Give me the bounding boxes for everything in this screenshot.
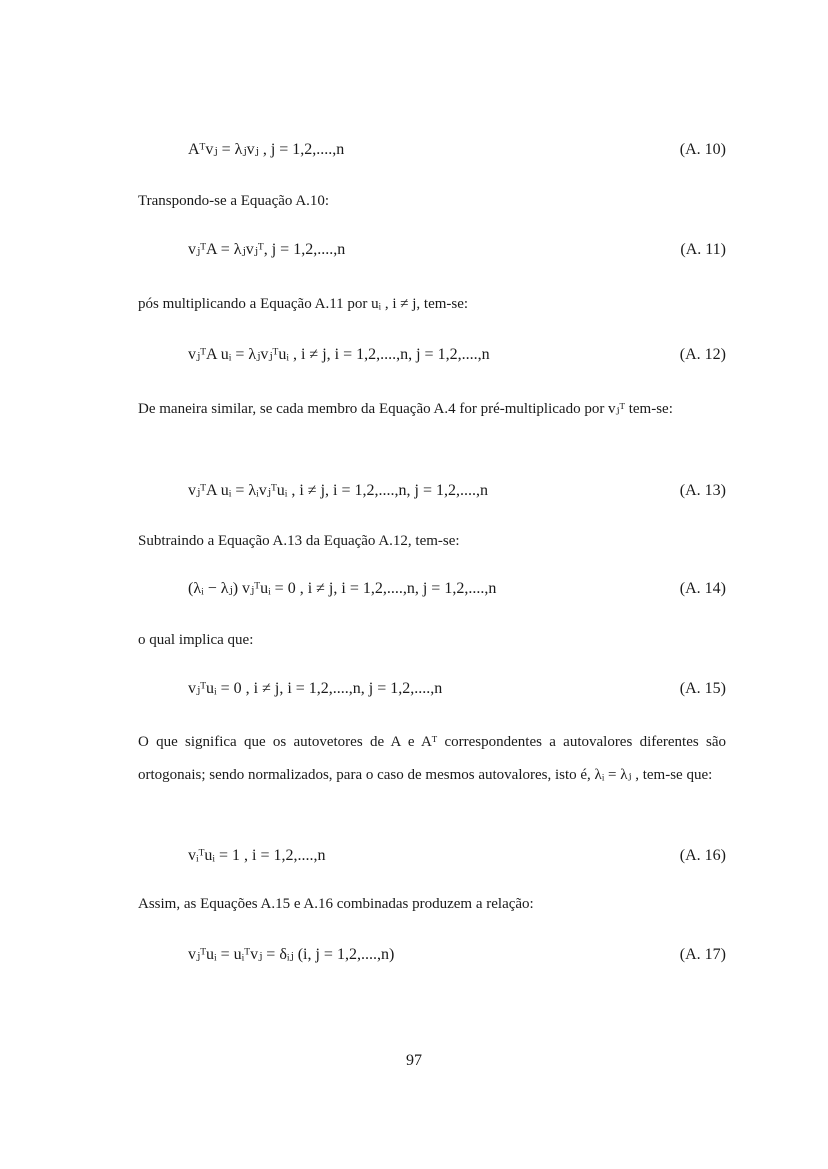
equation-body: vⱼᵀA uᵢ = λⱼvⱼᵀuᵢ , i ≠ j, i = 1,2,....,n, j = 1,2,....,n	[188, 346, 490, 363]
equation-a16	[188, 846, 726, 866]
paragraph: O que significa que os autovetores de A e Aᵀ correspondentes a autovalores diferentes são ortogonais; sendo normalizados, para o caso de mesmos autovalores, isto é, λᵢ = λⱼ , tem-se que:	[138, 734, 726, 783]
paragraph: Transpondo-se a Equação A.10:	[138, 193, 330, 209]
paragraph: pós multiplicando a Equação A.11 por uᵢ , i ≠ j, tem-se:	[138, 296, 469, 312]
equation-a10	[188, 140, 726, 160]
equation-a12	[188, 345, 726, 365]
equation-tag: (A. 11)	[680, 241, 726, 258]
page-number: 97	[406, 1052, 422, 1069]
equation-a13	[188, 481, 726, 501]
paragraph: De maneira similar, se cada membro da Equação A.4 for pré-multiplicado por vⱼᵀ tem-se:	[138, 401, 673, 417]
paragraph: o qual implica que:	[138, 632, 254, 648]
equation-a11	[188, 240, 726, 260]
paragraph: Subtraindo a Equação A.13 da Equação A.12, tem-se:	[138, 533, 460, 549]
equation-tag: (A. 12)	[679, 346, 726, 363]
equation-tag: (A. 10)	[679, 141, 726, 158]
equation-body: vⱼᵀA uᵢ = λᵢvⱼᵀuᵢ , i ≠ j, i = 1,2,....,n, j = 1,2,....,n	[188, 482, 488, 499]
equation-body: vⱼᵀuᵢ = uᵢᵀvⱼ = δᵢⱼ (i, j = 1,2,....,n)	[188, 946, 395, 963]
equation-tag: (A. 13)	[679, 482, 726, 499]
equation-a15	[188, 679, 726, 699]
equation-tag: (A. 14)	[679, 580, 726, 597]
equation-tag: (A. 16)	[679, 847, 726, 864]
equation-body: vⱼᵀuᵢ = 0 , i ≠ j, i = 1,2,....,n, j = 1,2,....,n	[188, 680, 443, 697]
equation-body: (λᵢ − λⱼ) vⱼᵀuᵢ = 0 , i ≠ j, i = 1,2,....,n, j = 1,2,....,n	[188, 580, 497, 597]
equation-body: Aᵀvⱼ = λⱼvⱼ , j = 1,2,....,n	[188, 141, 345, 158]
equation-body: vᵢᵀuᵢ = 1 , i = 1,2,....,n	[188, 847, 326, 864]
equation-a14	[188, 579, 726, 599]
equation-body: vⱼᵀA = λⱼvⱼᵀ, j = 1,2,....,n	[188, 241, 346, 258]
equation-tag: (A. 17)	[679, 946, 726, 963]
paragraph: Assim, as Equações A.15 e A.16 combinadas produzem a relação:	[138, 896, 534, 912]
equation-tag: (A. 15)	[679, 680, 726, 697]
equation-a17	[188, 945, 726, 965]
